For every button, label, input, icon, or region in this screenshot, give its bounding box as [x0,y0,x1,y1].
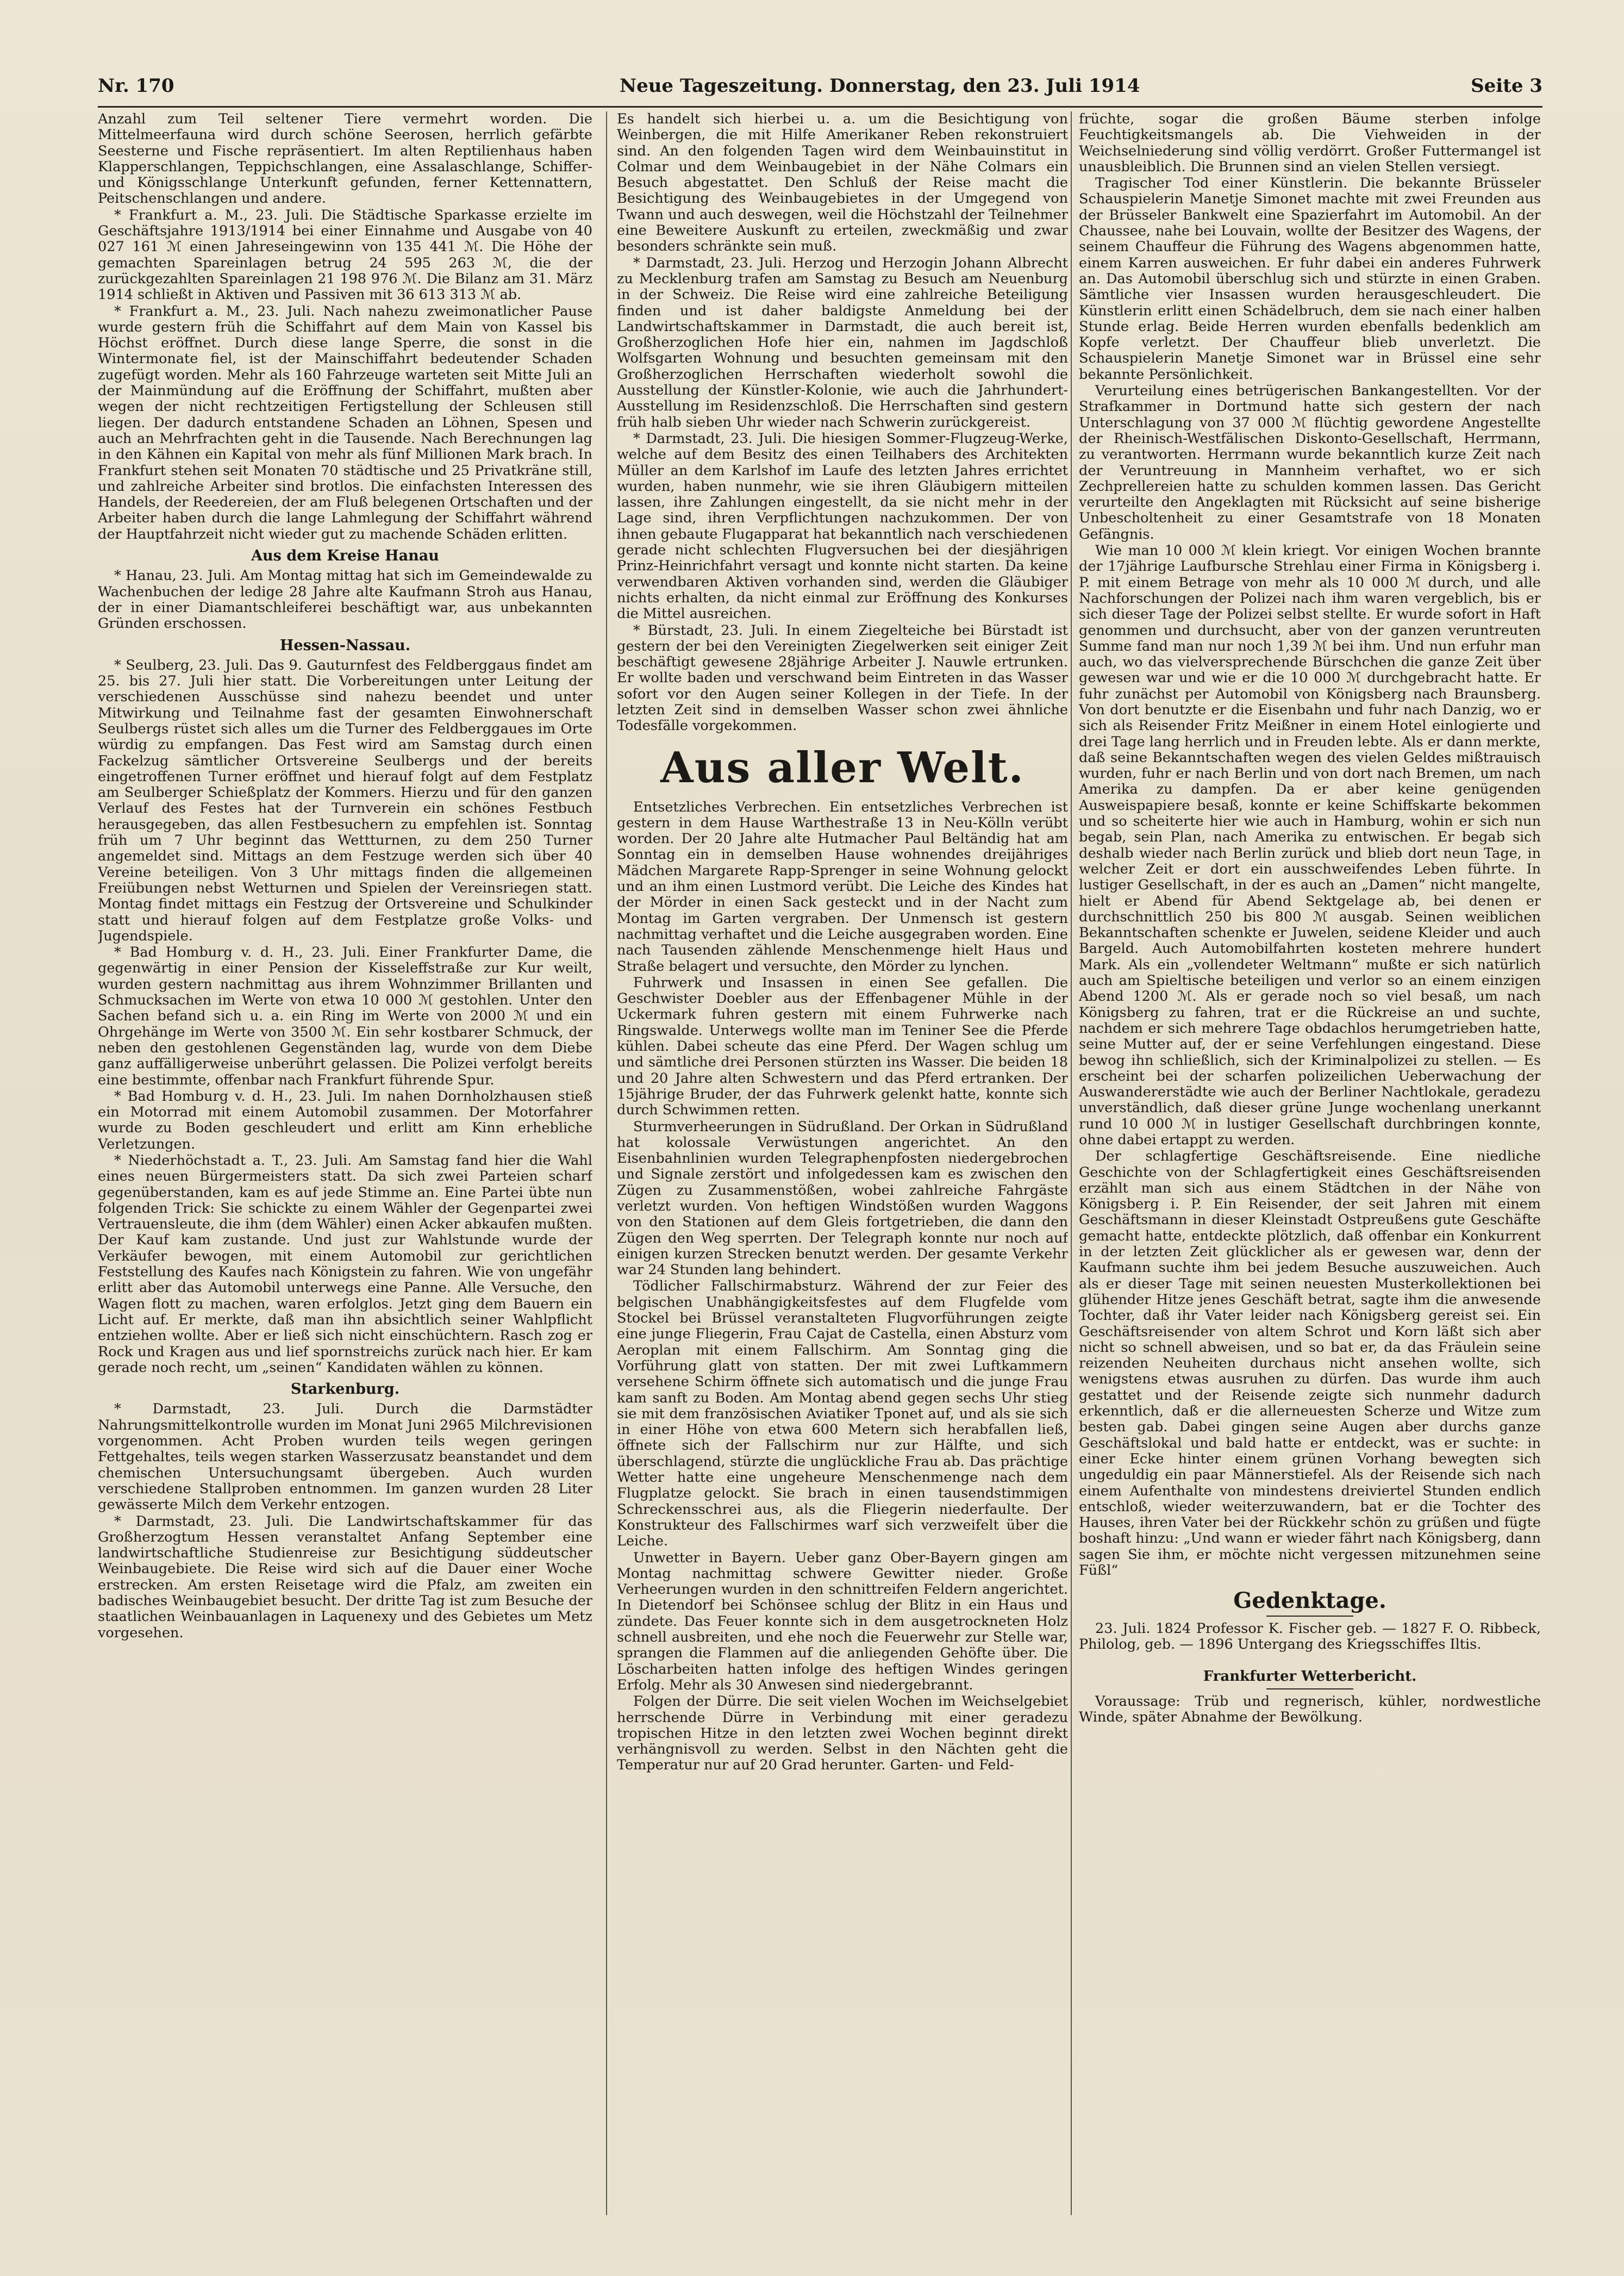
article-text: Anzahl zum Teil seltener Tiere vermehrt worden. Die Mittelmeerfauna wird durch schöne Seerosen, herrlich gefärbte Seesterne und Fische repräsentiert. Im alten Reptilienhaus haben Klapperschlangen, Teppichschlangen, eine Assalaschlange, Schiffer- und Königsschlange Unterkunft gefunden, ferner Kettennattern, Peitschenschlangen und andere. [98,111,592,207]
article-text: * Darmstadt, 23. Juli. Durch die Darmstädter Nahrungsmittelkontrolle wurden im Monat Juni 2965 Milchrevisionen vorgenommen. Acht Proben wurden teils wegen geringen Fettgehaltes, teils wegen starken Wasserzusatz beanstandet und dem chemischen Untersuchungsamt übergeben. Auch wurden verschiedene Stallproben entnommen. Im ganzen wurden 28 Liter gewässerte Milch dem Verkehr entzogen. [98,1401,592,1513]
article-text: Wie man 10 000 ℳ klein kriegt. Vor einigen Wochen brannte der 17jährige Laufbursche Strehlau einer Firma in Königsberg i. P. mit einem Betrage von mehr als 10 000 ℳ durch, und alle Nachforschungen der Polizei nach ihm waren vergeblich, bis er sich dieser Tage der Polizei selbst stellte. Er wurde sofort in Haft genommen und durchsucht, aber von der ganzen veruntreuten Summe fand man nur noch 1,39 ℳ bei ihm. Und nun erfuhr man auch, wo das vielversprechende Bürschchen die ganze Zeit über gewesen war und wie er die 10 000 ℳ durchgebracht hatte. Er fuhr zunächst per Automobil von Königsberg nach Braunsberg. Von dort benutzte er die Eisenbahn und fuhr nach Danzig, wo er sich als Reisender Fritz Meißner in einem Hotel einlogierte und drei Tage lang herrlich und in Freuden lebte. Als er dann merkte, daß seine Bekanntschaften wegen des vielen Geldes mißtrauisch wurden, fuhr er nach Berlin und von dort nach Bremen, um nach Amerika zu dampfen. Da er aber keine genügenden Ausweispapiere besaß, konnte er keine Schiffskarte bekommen und so scheiterte hier wie auch in Hamburg, wohin er sich nun begab, sein Plan, nach Amerika zu entwischen. Er begab sich deshalb wieder nach Berlin zurück und blieb dort neun Tage, in welcher Zeit er dort ein ausschweifendes Leben führte. In lustiger Gesellschaft, in der es auch an „Damen“ nicht mangelte, hielt er Abend für Abend Sektgelage ab, bei denen er durchschnittlich 250 bis 800 ℳ ausgab. Seinen weiblichen Bekanntschaften schenkte er Juwelen, seidene Kleider und auch Bargeld. Auch Automobilfahrten kosteten mehrere hundert Mark. Als ein „vollendeter Weltmann“ mußte er sich natürlich auch am Spieltische beteiligen und verlor so an einem einzigen Abend 1200 ℳ. Als er gerade noch so viel besaß, um nach Königsberg zu fahren, trat er die Rückreise an und suchte, nachdem er sich mehrere Tage obdachlos herumgetrieben hatte, seine Mutter auf, der er seine Verfehlungen eingestand. Diese bewog ihn schließlich, sich der Kriminalpolizei zu stellen. — Es erscheint bei der scharfen polizeilichen Ueberwachung der Auswandererstädte wie auch der Berliner Nachtlokale, geradezu unverständlich, daß dieser grüne Junge wochenlang unerkannt rund 10 000 ℳ in lustiger Gesellschaft durchbringen konnte, ohne dabei ertappt zu werden. [1079,543,1541,1148]
section-heading: Hessen-Nassau. [279,637,411,654]
article-text: Sturmverheerungen in Südrußland. Der Orkan in Südrußland hat kolossale Verwüstungen angerichtet. An den Eisenbahnlinien wurden Telegraphenpfosten niedergebrochen und Signale zerstört und infolgedessen kam es zwischen den Zügen zu Zusammenstößen, wobei zahlreiche Fahrgäste verletzt wurden. Von heftigen Windstößen wurden Waggons von den Stationen auf dem Gleis fortgetrieben, die dann den Zügen den Weg sperrten. Der Telegraph konnte nur noch auf einigen kurzen Strecken benutzt werden. Der gesamte Verkehr war 24 Stunden lang behindert. [617,1118,1068,1279]
page-header [98,75,1542,108]
column-1 [98,111,592,2221]
article-text: 23. Juli. 1824 Professor K. Fischer geb. — 1827 F. O. Ribbeck, Philolog, geb. — 1896 Untergang des Kriegsschiffes Iltis. [1079,1620,1541,1653]
column-3 [1079,111,1541,2221]
section-heading: Gedenktage. [1233,1588,1386,1614]
article-text: Verurteilung eines betrügerischen Bankangestellten. Vor der Strafkammer in Dortmund hatte sich gestern der nach Unterschlagung von 37 000 ℳ flüchtig gewordene Angestellte der Rheinisch-Westfälischen Diskonto-Gesellschaft, Herrmann, zu verantworten. Herrmann wurde bekanntlich kurze Zeit nach der Veruntreuung in Mannheim verhaftet, wo er sich Zechprellereien hatte zu schulden kommen lassen. Das Gericht verurteilte den Angeklagten mit Rücksicht auf seine bisherige Unbescholtenheit zu einer Gesamtstrafe von 18 Monaten Gefängnis. [1079,383,1541,543]
article-text: * Hanau, 23. Juli. Am Montag mittag hat sich im Gemeindewalde zu Wachenbuchen der ledige 28 Jahre alte Kaufmann Stroh aus Hanau, der in einer Diamantschleiferei beschäftigt war, aus unbekannten Gründen erschossen. [98,568,592,632]
separator [1266,1688,1353,1689]
masthead-line: Neue Tageszeitung. Donnerstag, den 23. Juli 1914 [620,75,1140,97]
article-text: Es handelt sich hierbei u. a. um die Besichtigung von Weinbergen, die mit Hilfe Amerikaner Reben rekonstruiert sind. An den folgenden Tagen wird dem Weinbauinstitut in Colmar und dem Weinbaugebiet in der Nähe Colmars ein Besuch abgestattet. Den Schluß der Reise macht die Besichtigung des Weinbaugebietes in der Umgegend von Twann und auch deswegen, weil die Höchstzahl der Teilnehmer eine Beweitere Auskunft zu erteilen, zweckmäßig und zwar besonders schränkte sein muß. [617,111,1068,255]
article-text: Tragischer Tod einer Künstlerin. Die bekannte Brüsseler Schauspielerin Manetje Simonet machte mit zwei Freunden aus der Brüsseler Bankwelt eine Spazierfahrt im Automobil. An der Chaussee, nahe bei Louvain, wollte der Besitzer des Wagens, der seinem Chauffeur die Führung des Wagens abgenommen hatte, einem Karren ausweichen. Er fuhr dabei ein anderes Fuhrwerk an. Das Automobil überschlug sich und stürzte in einen Graben. Sämtliche vier Insassen wurden herausgeschleudert. Die Künstlerin erlitt einen Schädelbruch, dem sie nach einer halben Stunde erlag. Beide Herren wurden ebenfalls bedenklich am Kopfe verletzt. Der Chauffeur blieb unverletzt. Die Schauspielerin Manetje Simonet war in Brüssel eine sehr bekannte Persönlichkeit. [1079,175,1541,383]
article-text: * Seulberg, 23. Juli. Das 9. Gauturnfest des Feldberggaus findet am 25. bis 27. Juli hier statt. Die Vorbereitungen unter Leitung der verschiedenen Ausschüsse sind nahezu beendet und unter Mitwirkung und Teilnahme fast der gesamten Einwohnerschaft Seulbergs rüstet sich alles um die Turner des Feldberggaues im Orte würdig zu empfangen. Das Fest wird am Samstag durch einen Fackelzug sämtlicher Ortsvereine Seulbergs und der bereits eingetroffenen Turner eröffnet und hierauf folgt auf dem Festplatz am Seulberger Schießplatz der Kommers. Hierzu und für den ganzen Verlauf des Festes hat der Turnverein ein schönes Festbuch herausgegeben, das allen Festbesuchern zu empfehlen ist. Sonntag früh um 7 Uhr beginnt das Wettturnen, zu dem 250 Turner angemeldet sind. Mittags an dem Festzuge werden sich über 40 Vereine beteiligen. Von 3 Uhr mittags finden die allgemeinen Freiübungen nebst Wetturnen und Spielen der Vereinsriegen statt. Montag findet mittags ein Festzug der Ortsvereine und Schulkinder statt und hierauf folgen auf dem Festplatze große Volks- und Jugendspiele. [98,657,592,944]
separator [1266,1616,1353,1617]
article-text: Entsetzliches Verbrechen. Ein entsetzliches Verbrechen ist gestern in dem Hause Warthestraße 13 in Neu-Kölln verübt worden. Der 20 Jahre alte Hutmacher Paul Beltändig hat am Sonntag ein in demselben Hause wohnendes dreijähriges Mädchen Margarete Rapp-Sprenger in seine Wohnung gelockt und an ihm einen Lustmord verübt. Die Leiche des Kindes hat der Mörder in einen Sack gesteckt und in der Nacht zum Montag im Garten vergraben. Der Unmensch ist gestern nachmittag verhaftet und die Leiche ausgegraben worden. Eine nach Tausenden zählende Menschenmenge hielt Haus und Straße belagert und versuchte, den Mörder zu lynchen. [617,799,1068,975]
article-text: Der schlagfertige Geschäftsreisende. Eine niedliche Geschichte von der Schlagfertigkeit eines Geschäftsreisenden erzählt man sich aus einem Städtchen in der Nähe von Königsberg i. P. Ein Reisender, der seit Jahren mit einem Geschäftsmann in dieser Kleinstadt Ostpreußens gute Geschäfte gemacht hatte, entdeckte plötzlich, daß offenbar ein Konkurrent in der letzten Zeit glücklicher als er gewesen war, denn der Kaufmann suchte ihm bei jedem Besuche auszuweichen. Auch als er dieser Tage mit seinen neuesten Musterkollektionen bei glühender Hitze jenes Geschäft betrat, sagte ihm die anwesende Tochter, daß ihr Vater leider nach Königsberg gereist sei. Ein Geschäftsreisender von altem Schrot und Korn läßt sich aber nicht so schnell abweisen, und so bat er, da das Fräulein seine reizenden Neuheiten durchaus nicht ansehen wollte, sich wenigstens etwas ausruhen zu dürfen. Das wurde ihm auch gestattet und der Reisende zeigte sich nunmehr dadurch erkenntlich, daß er die allerneuesten Scherze und Witze zum besten gab. Dabei gingen seine Augen aber durchs ganze Geschäftslokal und bald hatte er entdeckt, was er suchte: in einer Ecke hinter einem grünen Vorhang bewegten sich ungeduldig ein paar Männerstiefel. Als der Reisende sich nach einem Aufenthalte von mindestens dreiviertel Stunden endlich entschloß, wieder weiterzuwandern, bat er die Tochter des Hauses, ihren Vater bei der Rückkehr schön zu grüßen und fügte boshaft hinzu: „Und wann er wieder fährt nach Königsberg, dann sagen Sie ihm, er möchte nicht vergessen mitzunehmen seine Füßl“ [1079,1148,1541,1579]
article-text: * Darmstadt, 23. Juli. Herzog und Herzogin Johann Albrecht zu Mecklenburg trafen am Samstag zu Besuch am Neuenburg in der Schweiz. Die Reise wird eine zahlreiche Beteiligung finden und ist daher baldigste Anmeldung bei der Landwirtschaftskammer in Darmstadt, die auch bereit ist, Großherzoglichen Hofe hier ein, nahmen im Jagdschloß Wolfsgarten Wohnung und besuchten gemeinsam mit den Großherzoglichen Herrschaften wiederholt sowohl die Ausstellung der Künstler-Kolonie, wie auch die Jahrhundert-Ausstellung im Residenzschloß. Die Herrschaften sind gestern früh halb sieben Uhr wieder nach Schwerin zurückgereist. [617,254,1068,431]
article-text: * Frankfurt a. M., 23. Juli. Nach nahezu zweimonatlicher Pause wurde gestern früh die Schiffahrt auf dem Main von Kassel bis Höchst eröffnet. Durch diese lange Sperre, die sonst in die Wintermonate fiel, ist der Mainschiffahrt bedeutender Schaden zugefügt worden. Mehr als 160 Fahrzeuge warteten seit Mitte Juli an der Mainmündung auf die Eröffnung der Schiffahrt, mußten aber wegen der nicht rechtzeitigen Fertigstellung der Schleusen still liegen. Der dadurch entstandene Schaden an Löhnen, Spesen und auch an Mehrfrachten geht in die Tausende. Nach Berechnungen lag in den Kähnen ein Kapital von mehr als fünf Millionen Mark brach. In Frankfurt stehen seit Monaten 70 städtische und 25 Privatkräne still, und zahlreiche Arbeiter sind brotlos. Die einfachsten Interessen des Handels, der Reedereien, der am Fluß belegenen Ortschaften und der Arbeiter haben durch die lange Lahmlegung der Schiffahrt während der Hauptfahrzeit nicht wieder gut zu machende Schäden erlitten. [98,303,592,543]
article-text: * Niederhöchstadt a. T., 23. Juli. Am Samstag fand hier die Wahl eines neuen Bürgermeisters statt. Da sich zwei Parteien scharf gegenüberstanden, kam es auf jede Stimme an. Eine Partei übte nun folgenden Trick: Sie schickte zu einem Wähler der Gegenpartei zwei Vertrauensleute, die ihm (dem Wähler) einen Acker abkaufen mußten. Der Kauf kam zustande. Und just zur Wahlstunde wurde der Verkäufer bewogen, mit einem Automobil zur gerichtlichen Feststellung des Kaufes nach Königstein zu fahren. Wie von ungefähr erlitt aber das Automobil unterwegs eine Panne. Alle Versuche, den Wagen flott zu machen, waren erfolglos. Jetzt ging dem Bauern ein Licht auf. Er merkte, daß man ihn absichtlich seiner Wahlpflicht entziehen wollte. Aber er ließ sich nicht einschüchtern. Rasch zog er Rock und Kragen aus und lief spornstreichs zurück nach hier. Er kam gerade noch recht, um „seinen“ Kandidaten wählen zu können. [98,1152,592,1376]
article-text: Voraussage: Trüb und regnerisch, kühler, nordwestliche Winde, später Abnahme der Bewölkung. [1079,1693,1541,1725]
column-divider [1071,111,1072,2215]
column-2 [617,111,1068,2221]
page-number: Seite 3 [1471,75,1542,97]
article-text: * Darmstadt, 23. Juli. Die Landwirtschaftskammer für das Großherzogtum Hessen veranstaltet Anfang September eine landwirtschaftliche Studienreise zur Besichtigung süddeutscher Weinbaugebiete. Die Reise wird sich auf die Dauer einer Woche erstrecken. Am ersten Reisetage wird die Pfalz, am zweiten ein badisches Weinbaugebiet besucht. Der dritte Tag ist zum Besuche der staatlichen Weinbauanlagen in Laquenexy und des Gebietes um Metz vorgesehen. [98,1513,592,1641]
section-heading: Aus dem Kreise Hanau [251,547,439,565]
section-heading: Frankfurter Wetterbericht. [1203,1668,1417,1685]
article-text: Unwetter in Bayern. Ueber ganz Ober-Bayern gingen am Montag nachmittag schwere Gewitter nieder. Große Verheerungen wurden in den schnittreifen Feldern angerichtet. In Dietendorf bei Schönsee schlug der Blitz in ein Haus und zündete. Das Feuer konnte sich in dem ausgetrockneten Holz schnell ausbreiten, und ehe noch die Feuerwehr zur Stelle war, sprangen die Flammen auf die anliegenden Gehöfte über. Die Löscharbeiten hatten infolge des heftigen Windes geringen Erfolg. Mehr als 30 Anwesen sind niedergebrannt. [617,1549,1068,1693]
article-text: * Frankfurt a. M., 23. Juli. Die Städtische Sparkasse erzielte im Geschäftsjahre 1913/1914 bei einer Einnahme und Ausgabe von 40 027 161 ℳ einen Jahreseingewinn von 135 441 ℳ. Die Höhe der gemachten Spareinlagen betrug 24 595 263 ℳ, die der zurückgezahlten Spareinlagen 21 198 976 ℳ. Die Bilanz am 31. März 1914 schließt in Aktiven und Passiven mit 36 613 313 ℳ ab. [98,207,592,303]
article-text: * Bürstadt, 23. Juli. In einem Ziegelteiche bei Bürstadt ist gestern der bei den Vereinigten Ziegelwerken seit einiger Zeit beschäftigt gewesene 28jährige Arbeiter J. Nauwle ertrunken. Er wollte baden und verschwand beim Eintreten in das Wasser sofort vor den Augen seiner Kollegen in der Tiefe. In der letzten Zeit sind in demselben Wasser schon zwei ähnliche Todesfälle vorgekommen. [617,622,1068,734]
article-text: Folgen der Dürre. Die seit vielen Wochen im Weichselgebiet herrschende Dürre in Verbindung mit einer geradezu tropischen Hitze in den letzten zwei Wochen beginnt direkt verhängnisvoll zu werden. Selbst in den Nächten geht die Temperatur nur auf 20 Grad herunter. Garten- und Feld- [617,1693,1068,1774]
header-rule [98,106,1542,108]
issue-number: Nr. 170 [98,75,174,97]
article-text: Fuhrwerk und Insassen in einen See gefallen. Die Geschwister Doebler aus der Effenbagener Mühle in der Uckermark fuhren gestern mit einem Fuhrwerke nach Ringswalde. Unterwegs wollte man im Teniner See die Pferde kühlen. Dabei scheute das eine Pferd. Der Wagen schlug um und sämtliche drei Personen stürzten ins Wasser. Die beiden 18 und 20 Jahre alten Schwestern und das Pferd ertranken. Der 15jährige Bruder, der das Fuhrwerk gelenkt hatte, konnte sich durch Schwimmen retten. [617,974,1068,1119]
article-text: * Bad Homburg v. d. H., 23. Juli. Im nahen Dornholzhausen stieß ein Motorrad mit einem Automobil zusammen. Der Motorfahrer wurde zu Boden geschleudert und erlitt am Kinn erhebliche Verletzungen. [98,1088,592,1152]
section-title: Aus aller Welt. [660,743,1025,793]
article-text: früchte, sogar die großen Bäume sterben infolge Feuchtigkeitsmangels ab. Die Viehweiden in der Weichselniederung sind völlig verdörrt. Großer Futtermangel ist unausbleiblich. Die Brunnen sind an vielen Stellen versiegt. [1079,111,1541,175]
article-text: Tödlicher Fallschirmabsturz. Während der zur Feier des belgischen Unabhängigkeitsfestes auf dem Flugfelde vom Stockel bei Brüssel veranstalteten Flugvorführungen zeigte eine junge Fliegerin, Frau Cajat de Castella, einen Absturz vom Aeroplan mit einem Fallschirm. Am Sonntag ging die Vorführung glatt von statten. Der mit zwei Luftkammern versehene Schirm öffnete sich automatisch und die junge Frau kam sanft zu Boden. Am Montag abend gegen sechs Uhr stieg sie mit dem französischen Aviatiker Tponet auf, und als sie sich in einer Höhe von etwa 600 Metern sich herabfallen ließ, öffnete sich der Fallschirm nur zur Hälfte, und sich überschlagend, stürzte die unglückliche Frau ab. Das prächtige Wetter hatte eine ungeheure Menschenmenge nach dem Flugplatze gelockt. Sie brach in einen tausendstimmigen Schreckensschrei aus, als die Fliegerin niederfaulte. Der Konstrukteur des Fallschirmes warf sich verzweifelt über die Leiche. [617,1278,1068,1550]
article-text: * Darmstadt, 23. Juli. Die hiesigen Sommer-Flugzeug-Werke, welche auf dem Besitz des einen Teilhabers des Architekten Müller an dem Karlshof im Laufe des letzten Jahres errichtet wurden, haben nunmehr, wie sie ihren Gläubigern mitteilen lassen, ihre Zahlungen eingestellt, da sie nicht mehr in der Lage sind, ihren Verpflichtungen nachzukommen. Der von ihnen gebaute Flugapparat hat bekanntlich nach verschiedenen gerade nicht schlechten Flugversuchen bei der diesjährigen Prinz-Heinrichfahrt versagt und konnte nicht starten. Da keine verwendbaren Aktiven vorhanden sind, werden die Gläubiger nichts erhalten, da nicht einmal zur Eröffnung des Konkurses die Mittel ausreichen. [617,430,1068,622]
article-text: * Bad Homburg v. d. H., 23. Juli. Einer Frankfurter Dame, die gegenwärtig in einer Pension der Kisseleffstraße zur Kur weilt, wurden gestern nachmittag aus ihrem Wohnzimmer Brillanten und Schmucksachen im Werte von etwa 10 000 ℳ gestohlen. Unter den Sachen befand sich u. a. ein Ring im Werte von 2000 ℳ und ein Ohrgehänge im Werte von 3500 ℳ. Ein sehr kostbarer Schmuck, der neben den gestohlenen Gegenständen lag, wurde von dem Diebe ganz auffälligerweise unberührt gelassen. Die Polizei verfolgt bereits eine bestimmte, offenbar nach Frankfurt führende Spur. [98,944,592,1088]
section-heading: Starkenburg. [290,1381,400,1398]
column-divider [606,111,607,2215]
